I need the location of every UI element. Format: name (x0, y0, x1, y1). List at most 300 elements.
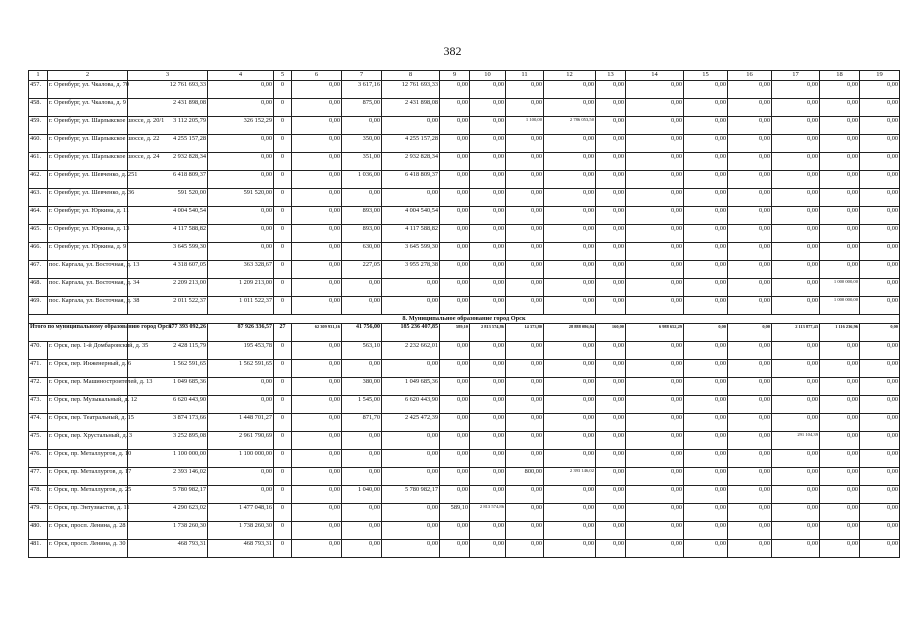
value-cell: 0,00 (208, 171, 274, 189)
value-cell: 0,00 (728, 225, 772, 243)
value-cell: 591 520,00 (128, 189, 208, 207)
value-cell: 0,00 (728, 540, 772, 558)
value-cell: 4 117 588,82 (128, 225, 208, 243)
value-cell: 0,00 (772, 450, 820, 468)
value-cell: 0,00 (772, 360, 820, 378)
value-cell: 0,00 (728, 81, 772, 99)
row-number: 459. (29, 117, 48, 135)
value-cell: 0,00 (860, 99, 900, 117)
value-cell: 0,00 (626, 117, 684, 135)
address-cell: г. Оренбург, ул. Юркина, д. 11 (48, 207, 128, 225)
value-cell: 0,00 (860, 279, 900, 297)
value-cell: 0,00 (684, 522, 728, 540)
row-number: 457. (29, 81, 48, 99)
value-cell: 1 562 591,65 (208, 360, 274, 378)
value-cell: 3 112 205,79 (128, 117, 208, 135)
value-cell: 0,00 (292, 414, 342, 432)
value-cell: 0,00 (440, 279, 470, 297)
value-cell: 0,00 (440, 81, 470, 99)
value-cell: 0,00 (626, 297, 684, 315)
value-cell: 468 793,31 (208, 540, 274, 558)
value-cell: 0,00 (292, 450, 342, 468)
value-cell: 0,00 (470, 171, 506, 189)
value-cell: 0,00 (772, 207, 820, 225)
value-cell: 0,00 (544, 450, 596, 468)
value-cell: 0 (274, 99, 292, 117)
value-cell: 2 932 828,34 (128, 153, 208, 171)
value-cell: 0,00 (342, 468, 382, 486)
value-cell: 0,00 (440, 378, 470, 396)
value-cell: 0,00 (860, 342, 900, 360)
value-cell: 0,00 (728, 117, 772, 135)
value-cell: 0,00 (544, 225, 596, 243)
value-cell: 0,00 (506, 486, 544, 504)
value-cell: 0,00 (860, 261, 900, 279)
column-number-header: 16 (728, 71, 772, 81)
address-cell: г. Оренбург, ул. Шевченко, д. 36 (48, 189, 128, 207)
value-cell: 0,00 (506, 225, 544, 243)
value-cell: 0,00 (506, 261, 544, 279)
value-cell: 0 (274, 468, 292, 486)
value-cell: 0,00 (208, 378, 274, 396)
value-cell: 0,00 (440, 414, 470, 432)
value-cell: 0,00 (440, 396, 470, 414)
address-cell: г. Орск, пер. Хрустальный, д. 3 (48, 432, 128, 450)
value-cell: 0,00 (860, 153, 900, 171)
value-cell: 3 252 895,08 (128, 432, 208, 450)
value-cell: 5 780 982,17 (382, 486, 440, 504)
value-cell: 0,00 (728, 99, 772, 117)
value-cell: 0,00 (440, 207, 470, 225)
column-number-header: 2 (48, 71, 128, 81)
value-cell: 0,00 (684, 450, 728, 468)
value-cell: 0 (274, 243, 292, 261)
table-row (29, 522, 900, 540)
value-cell: 0,00 (626, 522, 684, 540)
value-cell: 0 (274, 396, 292, 414)
column-number-header: 6 (292, 71, 342, 81)
value-cell: 0,00 (544, 207, 596, 225)
value-cell: 0,00 (440, 468, 470, 486)
row-number: 465. (29, 225, 48, 243)
row-number: 469. (29, 297, 48, 315)
row-number: 460. (29, 135, 48, 153)
value-cell: 0 (274, 486, 292, 504)
value-cell: 0,00 (728, 504, 772, 522)
address-cell: г. Орск, пр. Энтузиастов, д. 11 (48, 504, 128, 522)
value-cell: 0,00 (440, 360, 470, 378)
value-cell: 0,00 (292, 117, 342, 135)
value-cell: 0,00 (626, 153, 684, 171)
total-value-cell: 41 756,00 (342, 324, 382, 342)
value-cell: 0,00 (626, 378, 684, 396)
value-cell: 0,00 (626, 207, 684, 225)
value-cell: 0,00 (440, 486, 470, 504)
value-cell: 589,10 (440, 504, 470, 522)
column-number-header: 1 (29, 71, 48, 81)
value-cell: 0,00 (544, 279, 596, 297)
value-cell: 0,00 (292, 360, 342, 378)
value-cell: 800,00 (506, 468, 544, 486)
value-cell: 0,00 (440, 135, 470, 153)
value-cell: 1 738 260,30 (208, 522, 274, 540)
value-cell: 0,00 (292, 207, 342, 225)
address-cell: г. Орск, просп. Ленина, д. 30 (48, 540, 128, 558)
table-row (29, 261, 900, 279)
value-cell: 0,00 (506, 378, 544, 396)
value-cell: 0 (274, 540, 292, 558)
column-number-header: 12 (544, 71, 596, 81)
value-cell: 0,00 (208, 243, 274, 261)
value-cell: 0,00 (506, 279, 544, 297)
value-cell: 0,00 (820, 450, 860, 468)
value-cell: 291 104,39 (772, 432, 820, 450)
value-cell: 0,00 (506, 540, 544, 558)
total-value-cell: 377 393 092,26 (128, 324, 208, 342)
value-cell: 1 100 000,00 (128, 450, 208, 468)
value-cell: 0,00 (208, 81, 274, 99)
value-cell: 0,00 (544, 486, 596, 504)
value-cell: 0,00 (728, 342, 772, 360)
column-number-header: 3 (128, 71, 208, 81)
total-value-cell: 6 988 652,29 (626, 324, 684, 342)
value-cell: 0,00 (544, 261, 596, 279)
value-cell: 0,00 (820, 342, 860, 360)
value-cell: 0,00 (626, 486, 684, 504)
table-row (29, 450, 900, 468)
value-cell: 0,00 (382, 468, 440, 486)
value-cell: 0,00 (772, 261, 820, 279)
value-cell: 0,00 (382, 297, 440, 315)
value-cell: 350,00 (342, 135, 382, 153)
table-row (29, 207, 900, 225)
total-value-cell: 28 888 086,04 (544, 324, 596, 342)
value-cell: 0,00 (596, 189, 626, 207)
value-cell: 630,00 (342, 243, 382, 261)
address-cell: г. Орск, пр. Металлургов, д. 25 (48, 486, 128, 504)
value-cell: 0,00 (506, 342, 544, 360)
value-cell: 0,00 (382, 540, 440, 558)
value-cell: 0 (274, 360, 292, 378)
value-cell: 1 562 591,65 (128, 360, 208, 378)
value-cell: 2 932 828,34 (382, 153, 440, 171)
value-cell: 351,00 (342, 153, 382, 171)
value-cell: 6 620 443,90 (128, 396, 208, 414)
value-cell: 0,00 (506, 396, 544, 414)
value-cell: 0,00 (626, 540, 684, 558)
value-cell: 0,00 (208, 486, 274, 504)
value-cell: 0,00 (626, 81, 684, 99)
value-cell: 0,00 (860, 378, 900, 396)
value-cell: 0,00 (292, 135, 342, 153)
value-cell: 1 040,00 (342, 486, 382, 504)
value-cell: 0,00 (208, 468, 274, 486)
value-cell: 0,00 (596, 117, 626, 135)
value-cell: 0,00 (728, 450, 772, 468)
value-cell: 1 477 048,16 (208, 504, 274, 522)
value-cell: 2 011 522,37 (128, 297, 208, 315)
value-cell: 0,00 (626, 225, 684, 243)
total-value-cell: 62 309 931,16 (292, 324, 342, 342)
value-cell: 0 (274, 450, 292, 468)
value-cell: 227,05 (342, 261, 382, 279)
address-cell: г. Оренбург, ул. Чкалова, д. 70 (48, 81, 128, 99)
value-cell: 0,00 (596, 99, 626, 117)
value-cell: 0 (274, 504, 292, 522)
value-cell: 0,00 (440, 297, 470, 315)
value-cell: 0,00 (440, 342, 470, 360)
total-value-cell: 160,00 (596, 324, 626, 342)
value-cell: 0 (274, 225, 292, 243)
value-cell: 0,00 (820, 135, 860, 153)
value-cell: 0,00 (684, 378, 728, 396)
value-cell: 0,00 (470, 153, 506, 171)
row-number: 478. (29, 486, 48, 504)
address-cell: г. Орск, пер. 1-й Домбаровский, д. 35 (48, 342, 128, 360)
value-cell: 0,00 (772, 342, 820, 360)
value-cell: 0,00 (684, 171, 728, 189)
value-cell: 0,00 (470, 81, 506, 99)
row-number: 474. (29, 414, 48, 432)
value-cell: 0,00 (684, 396, 728, 414)
value-cell: 0,00 (342, 450, 382, 468)
row-number: 473. (29, 396, 48, 414)
value-cell: 0,00 (470, 261, 506, 279)
value-cell: 0,00 (626, 414, 684, 432)
value-cell: 2 431 898,08 (128, 99, 208, 117)
value-cell: 0 (274, 378, 292, 396)
value-cell: 0,00 (292, 468, 342, 486)
value-cell: 4 290 623,02 (128, 504, 208, 522)
column-number-header: 17 (772, 71, 820, 81)
section-title: 8. Муниципальное образование город Орск (29, 315, 900, 324)
value-cell: 0,00 (544, 432, 596, 450)
table-row (29, 243, 900, 261)
value-cell: 0,00 (382, 360, 440, 378)
table-row (29, 360, 900, 378)
value-cell: 0,00 (860, 414, 900, 432)
value-cell: 6 620 443,90 (382, 396, 440, 414)
value-cell: 0,00 (728, 468, 772, 486)
value-cell: 0,00 (440, 432, 470, 450)
table-row (29, 414, 900, 432)
value-cell: 2 813 574,86 (470, 504, 506, 522)
value-cell: 0,00 (728, 261, 772, 279)
value-cell: 0,00 (596, 342, 626, 360)
value-cell: 0,00 (626, 243, 684, 261)
value-cell: 0,00 (684, 261, 728, 279)
value-cell: 2 232 662,01 (382, 342, 440, 360)
value-cell: 468 793,31 (128, 540, 208, 558)
value-cell: 0,00 (506, 81, 544, 99)
value-cell: 0,00 (820, 261, 860, 279)
value-cell: 0,00 (506, 207, 544, 225)
value-cell: 0,00 (684, 99, 728, 117)
value-cell: 0,00 (596, 81, 626, 99)
value-cell: 0,00 (596, 153, 626, 171)
value-cell: 1 000 000,00 (820, 297, 860, 315)
value-cell: 1 738 260,30 (128, 522, 208, 540)
value-cell: 0,00 (820, 171, 860, 189)
value-cell: 591 520,00 (208, 189, 274, 207)
value-cell: 0,00 (596, 378, 626, 396)
value-cell: 0,00 (684, 135, 728, 153)
column-number-header: 5 (274, 71, 292, 81)
value-cell: 0,00 (382, 450, 440, 468)
value-cell: 0,00 (470, 243, 506, 261)
value-cell: 0,00 (506, 153, 544, 171)
value-cell: 1 049 685,36 (382, 378, 440, 396)
value-cell: 0,00 (470, 225, 506, 243)
value-cell: 0,00 (440, 540, 470, 558)
value-cell: 0,00 (506, 135, 544, 153)
value-cell: 0,00 (820, 360, 860, 378)
value-cell: 1 049 685,36 (128, 378, 208, 396)
value-cell: 0,00 (596, 540, 626, 558)
value-cell: 0,00 (506, 189, 544, 207)
value-cell: 2 209 213,00 (128, 279, 208, 297)
value-cell: 0,00 (820, 243, 860, 261)
address-cell: г. Орск, пер. Инженерный, д. 6 (48, 360, 128, 378)
value-cell: 0,00 (860, 540, 900, 558)
total-value-cell: 27 (274, 324, 292, 342)
value-cell: 0,00 (292, 153, 342, 171)
value-cell: 0,00 (728, 243, 772, 261)
value-cell: 0,00 (506, 414, 544, 432)
address-cell: г. Оренбург, ул. Шарлыкское шоссе, д. 24 (48, 153, 128, 171)
value-cell: 0,00 (596, 225, 626, 243)
value-cell: 4 255 157,28 (382, 135, 440, 153)
value-cell: 0,00 (470, 342, 506, 360)
value-cell: 0,00 (440, 225, 470, 243)
value-cell: 0,00 (208, 135, 274, 153)
address-cell: г. Орск, пер. Музыкальный, д. 12 (48, 396, 128, 414)
value-cell: 0,00 (728, 522, 772, 540)
value-cell: 0,00 (470, 450, 506, 468)
value-cell: 0,00 (684, 504, 728, 522)
table-row (29, 81, 900, 99)
value-cell: 0,00 (860, 225, 900, 243)
value-cell: 563,10 (342, 342, 382, 360)
total-value-cell: 185 236 407,85 (382, 324, 440, 342)
address-cell: г. Орск, пер. Театральный, д. 15 (48, 414, 128, 432)
value-cell: 0,00 (544, 189, 596, 207)
value-cell: 0,00 (544, 504, 596, 522)
value-cell: 3 874 173,66 (128, 414, 208, 432)
row-number: 480. (29, 522, 48, 540)
value-cell: 0,00 (626, 189, 684, 207)
value-cell: 6 418 809,37 (382, 171, 440, 189)
value-cell: 0,00 (292, 99, 342, 117)
value-cell: 0,00 (684, 342, 728, 360)
value-cell: 0,00 (544, 540, 596, 558)
value-cell: 0,00 (470, 279, 506, 297)
value-cell: 0,00 (470, 378, 506, 396)
row-number: 464. (29, 207, 48, 225)
value-cell: 0,00 (440, 153, 470, 171)
value-cell: 0,00 (470, 468, 506, 486)
value-cell: 0,00 (684, 432, 728, 450)
value-cell: 2 428 115,79 (128, 342, 208, 360)
value-cell: 0,00 (626, 504, 684, 522)
value-cell: 0,00 (208, 396, 274, 414)
value-cell: 0,00 (292, 504, 342, 522)
value-cell: 0,00 (596, 450, 626, 468)
address-cell: пос. Каргала, ул. Восточная, д. 13 (48, 261, 128, 279)
value-cell: 0,00 (684, 117, 728, 135)
value-cell: 0,00 (772, 225, 820, 243)
value-cell: 0,00 (544, 99, 596, 117)
value-cell: 0,00 (860, 486, 900, 504)
value-cell: 3 645 599,30 (128, 243, 208, 261)
value-cell: 0,00 (292, 522, 342, 540)
row-number: 463. (29, 189, 48, 207)
value-cell: 0,00 (292, 432, 342, 450)
value-cell: 0,00 (820, 81, 860, 99)
value-cell: 0,00 (470, 189, 506, 207)
value-cell: 0,00 (728, 207, 772, 225)
value-cell: 0,00 (342, 117, 382, 135)
value-cell: 0,00 (860, 135, 900, 153)
value-cell: 0,00 (544, 243, 596, 261)
value-cell: 0,00 (820, 99, 860, 117)
row-number: 462. (29, 171, 48, 189)
value-cell: 0,00 (440, 261, 470, 279)
address-cell: г. Орск, пер. Машиностроителей, д. 13 (48, 378, 128, 396)
value-cell: 0,00 (506, 522, 544, 540)
value-cell: 0,00 (860, 468, 900, 486)
row-number: 479. (29, 504, 48, 522)
value-cell: 0,00 (506, 297, 544, 315)
value-cell: 0,00 (292, 261, 342, 279)
value-cell: 0,00 (596, 243, 626, 261)
value-cell: 0,00 (626, 171, 684, 189)
value-cell: 0 (274, 414, 292, 432)
value-cell: 0,00 (684, 153, 728, 171)
page-number: 382 (443, 44, 462, 58)
row-number: 477. (29, 468, 48, 486)
value-cell: 1 100 000,00 (208, 450, 274, 468)
value-cell: 0,00 (860, 504, 900, 522)
value-cell: 0,00 (728, 171, 772, 189)
value-cell: 0,00 (596, 297, 626, 315)
value-cell: 0,00 (440, 99, 470, 117)
value-cell: 1 100,00 (506, 117, 544, 135)
value-cell: 0,00 (292, 540, 342, 558)
value-cell: 0,00 (544, 522, 596, 540)
value-cell: 0,00 (596, 135, 626, 153)
table-row (29, 279, 900, 297)
value-cell: 0,00 (626, 360, 684, 378)
value-cell: 0,00 (684, 279, 728, 297)
row-number: 475. (29, 432, 48, 450)
value-cell: 0,00 (292, 243, 342, 261)
value-cell: 0,00 (470, 486, 506, 504)
value-cell: 0,00 (544, 171, 596, 189)
value-cell: 871,70 (342, 414, 382, 432)
address-cell: пос. Каргала, ул. Восточная, д. 34 (48, 279, 128, 297)
table-row (29, 189, 900, 207)
value-cell: 0,00 (506, 171, 544, 189)
address-cell: г. Оренбург, ул. Юркина, д. 9 (48, 243, 128, 261)
table-row (29, 297, 900, 315)
total-value-cell: 2 113 877,43 (772, 324, 820, 342)
value-cell: 0,00 (860, 81, 900, 99)
value-cell: 0,00 (728, 378, 772, 396)
table-row (29, 378, 900, 396)
value-cell: 1 545,00 (342, 396, 382, 414)
value-cell: 0,00 (626, 468, 684, 486)
